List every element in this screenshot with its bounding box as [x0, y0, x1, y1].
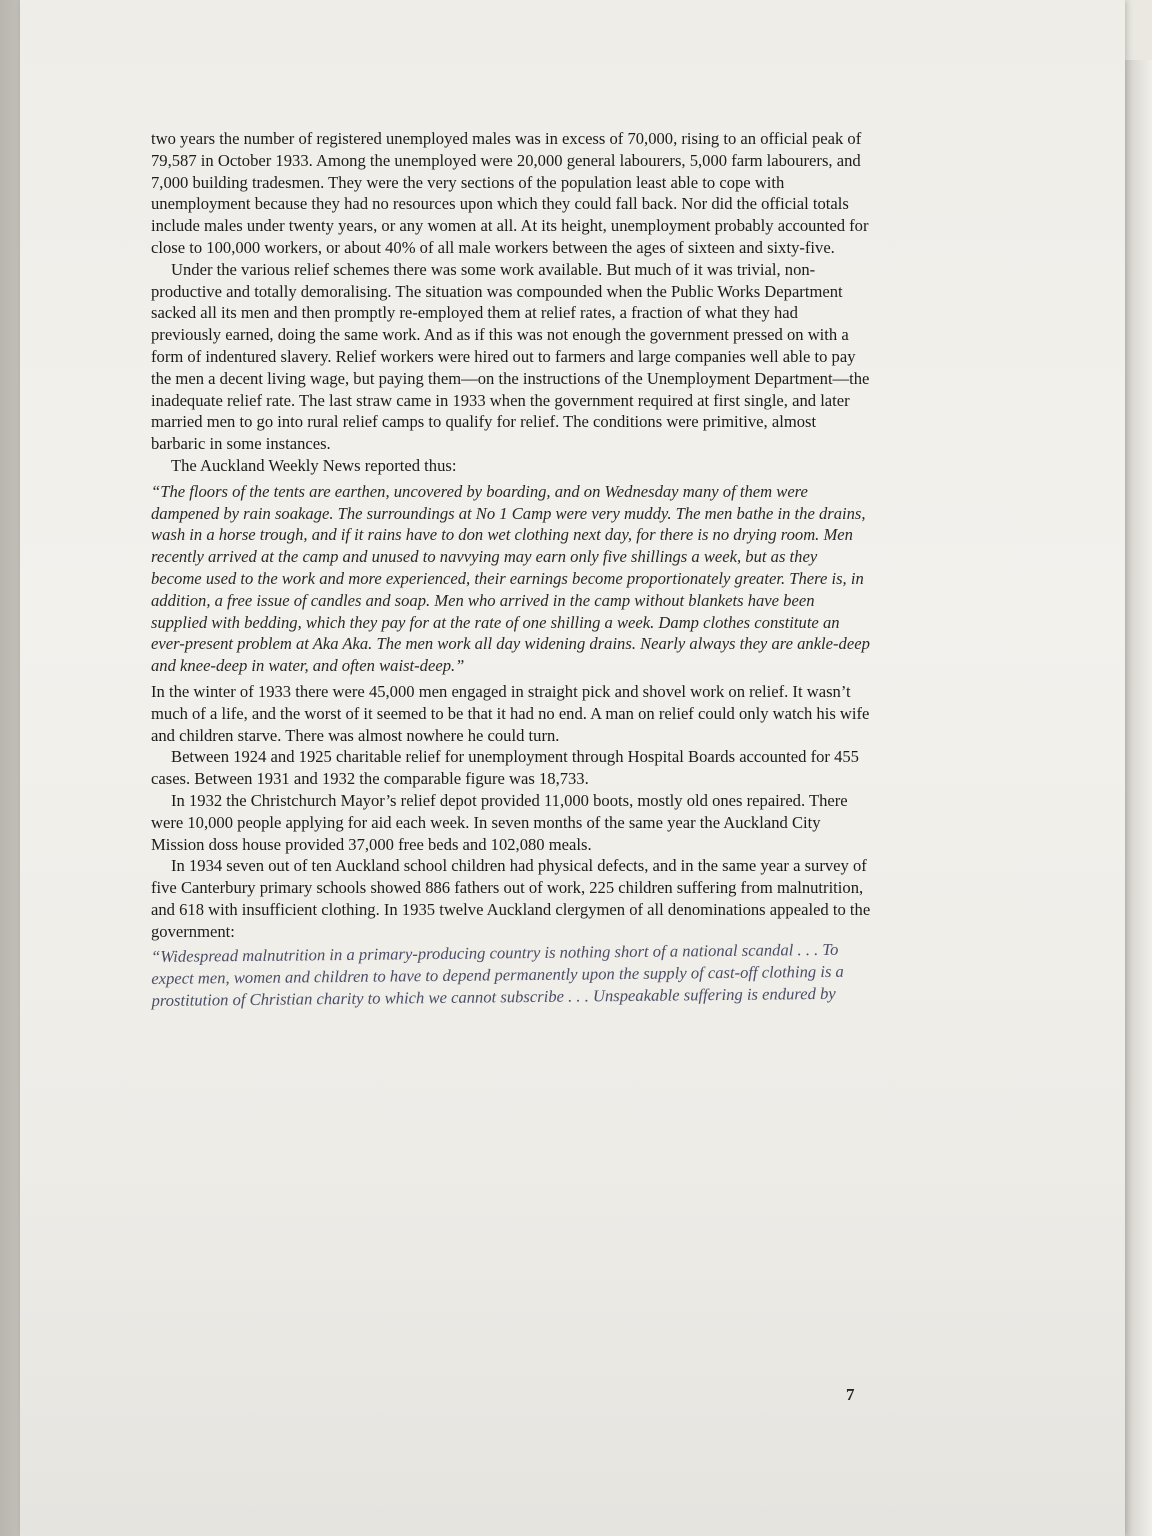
book-page — [20, 0, 1125, 1536]
paragraph-school-children: In 1934 seven out of ten Auckland school children had physical defects, and in the same year a survey of five Canterbury primary schools showed 886 fathers out of work, 225 children suffering from malnutrition, and 618 with insufficient clothing. In 1935 twelve Auckland clergymen of all denominations appealed to the government: — [151, 856, 871, 941]
adjacent-page-edge — [1122, 60, 1152, 1536]
paragraph-hospital-boards: Between 1924 and 1925 charitable relief for unemployment through Hospital Boards accounted for 455 cases. Between 1931 and 1932 the comparable figure was 18,733. — [151, 747, 859, 789]
quote-weekly-news: “The floors of the tents are earthen, uncovered by boarding, and on Wednesday many of them were dampened by rain soakage. The surroundings at No 1 Camp were very muddy. The men bathe in the drains, wash in a horse trough, and if it rains have to don wet clothing next day, for there is no drying room. Men recently arrived at the camp and unused to navvying may earn only five shillings a week, but as they become used to the work and more experienced, their earnings become proportionately greater. There is, in addition, a free issue of candles and soap. Men who arrived in the camp without blankets have been supplied with bedding, which they pay for at the rate of one shilling a week. Damp clothes constitute an ever-present problem at Aka Aka. The men work all day widening drains. Nearly always they are ankle-deep and knee-deep in water, and often waist-deep.” — [151, 481, 870, 676]
page-number: 7 — [846, 1385, 855, 1404]
body-text — [151, 128, 871, 1012]
paragraph-winter-1933: In the winter of 1933 there were 45,000 men engaged in straight pick and shovel work on relief. It wasn’t much of a life, and the worst of it seemed to be that it had no end. A man on relief could only watch his wife and children starve. There was almost nowhere he could turn. — [151, 681, 870, 745]
paragraph-christchurch-depot: In 1932 the Christchurch Mayor’s relief depot provided 11,000 boots, mostly old ones repaired. There were 10,000 people applying for aid each week. In seven months of the same year the Auckland City Mission doss house provided 37,000 free beds and 102,080 meals. — [151, 790, 848, 854]
paragraph-unemployment-figures: two years the number of registered unemployed males was in excess of 70,000, rising to an official peak of 79,587 in October 1933. Among the unemployed were 20,000 general labourers, 5,000 farm labourers, and 7,000 building tradesmen. They were the very sections of the population least able to cope with unemployment because they had no resources upon which they could fall back. Nor did the official totals include males under twenty years, or any women at all. At its height, unemployment probably accounted for close to 100,000 workers, or about 40% of all male workers between the ages of sixteen and sixty-five. — [151, 129, 869, 257]
paragraph-relief-schemes: Under the various relief schemes there was some work available. But much of it was trivial, non-productive and totally demoralising. The situation was compounded when the Public Works Department sacked all its men and then promptly re-employed them at relief rates, a fraction of what they had previously earned, doing the same work. And as if this was not enough the government pressed on with a form of indentured slavery. Relief workers were hired out to farmers and large companies well able to pay the men a decent living wage, but paying them—on the instructions of the Unemployment Department—the inadequate relief rate. The last straw came in 1933 when the government required at first single, and later married men to go into rural relief camps to qualify for relief. The conditions were primitive, almost barbaric in some instances. — [151, 259, 870, 454]
paragraph-weekly-news-intro: The Auckland Weekly News reported thus: — [171, 455, 457, 475]
quote-clergymen: “Widespread malnutrition in a primary-producing country is nothing short of a national scandal . . . To expect men, women and children to have to depend permanently upon the supply of cast-off clothing is a prostitution of Christian charity to which we cannot subscribe . . . Unspeakable suffering is endured by — [151, 940, 844, 1011]
